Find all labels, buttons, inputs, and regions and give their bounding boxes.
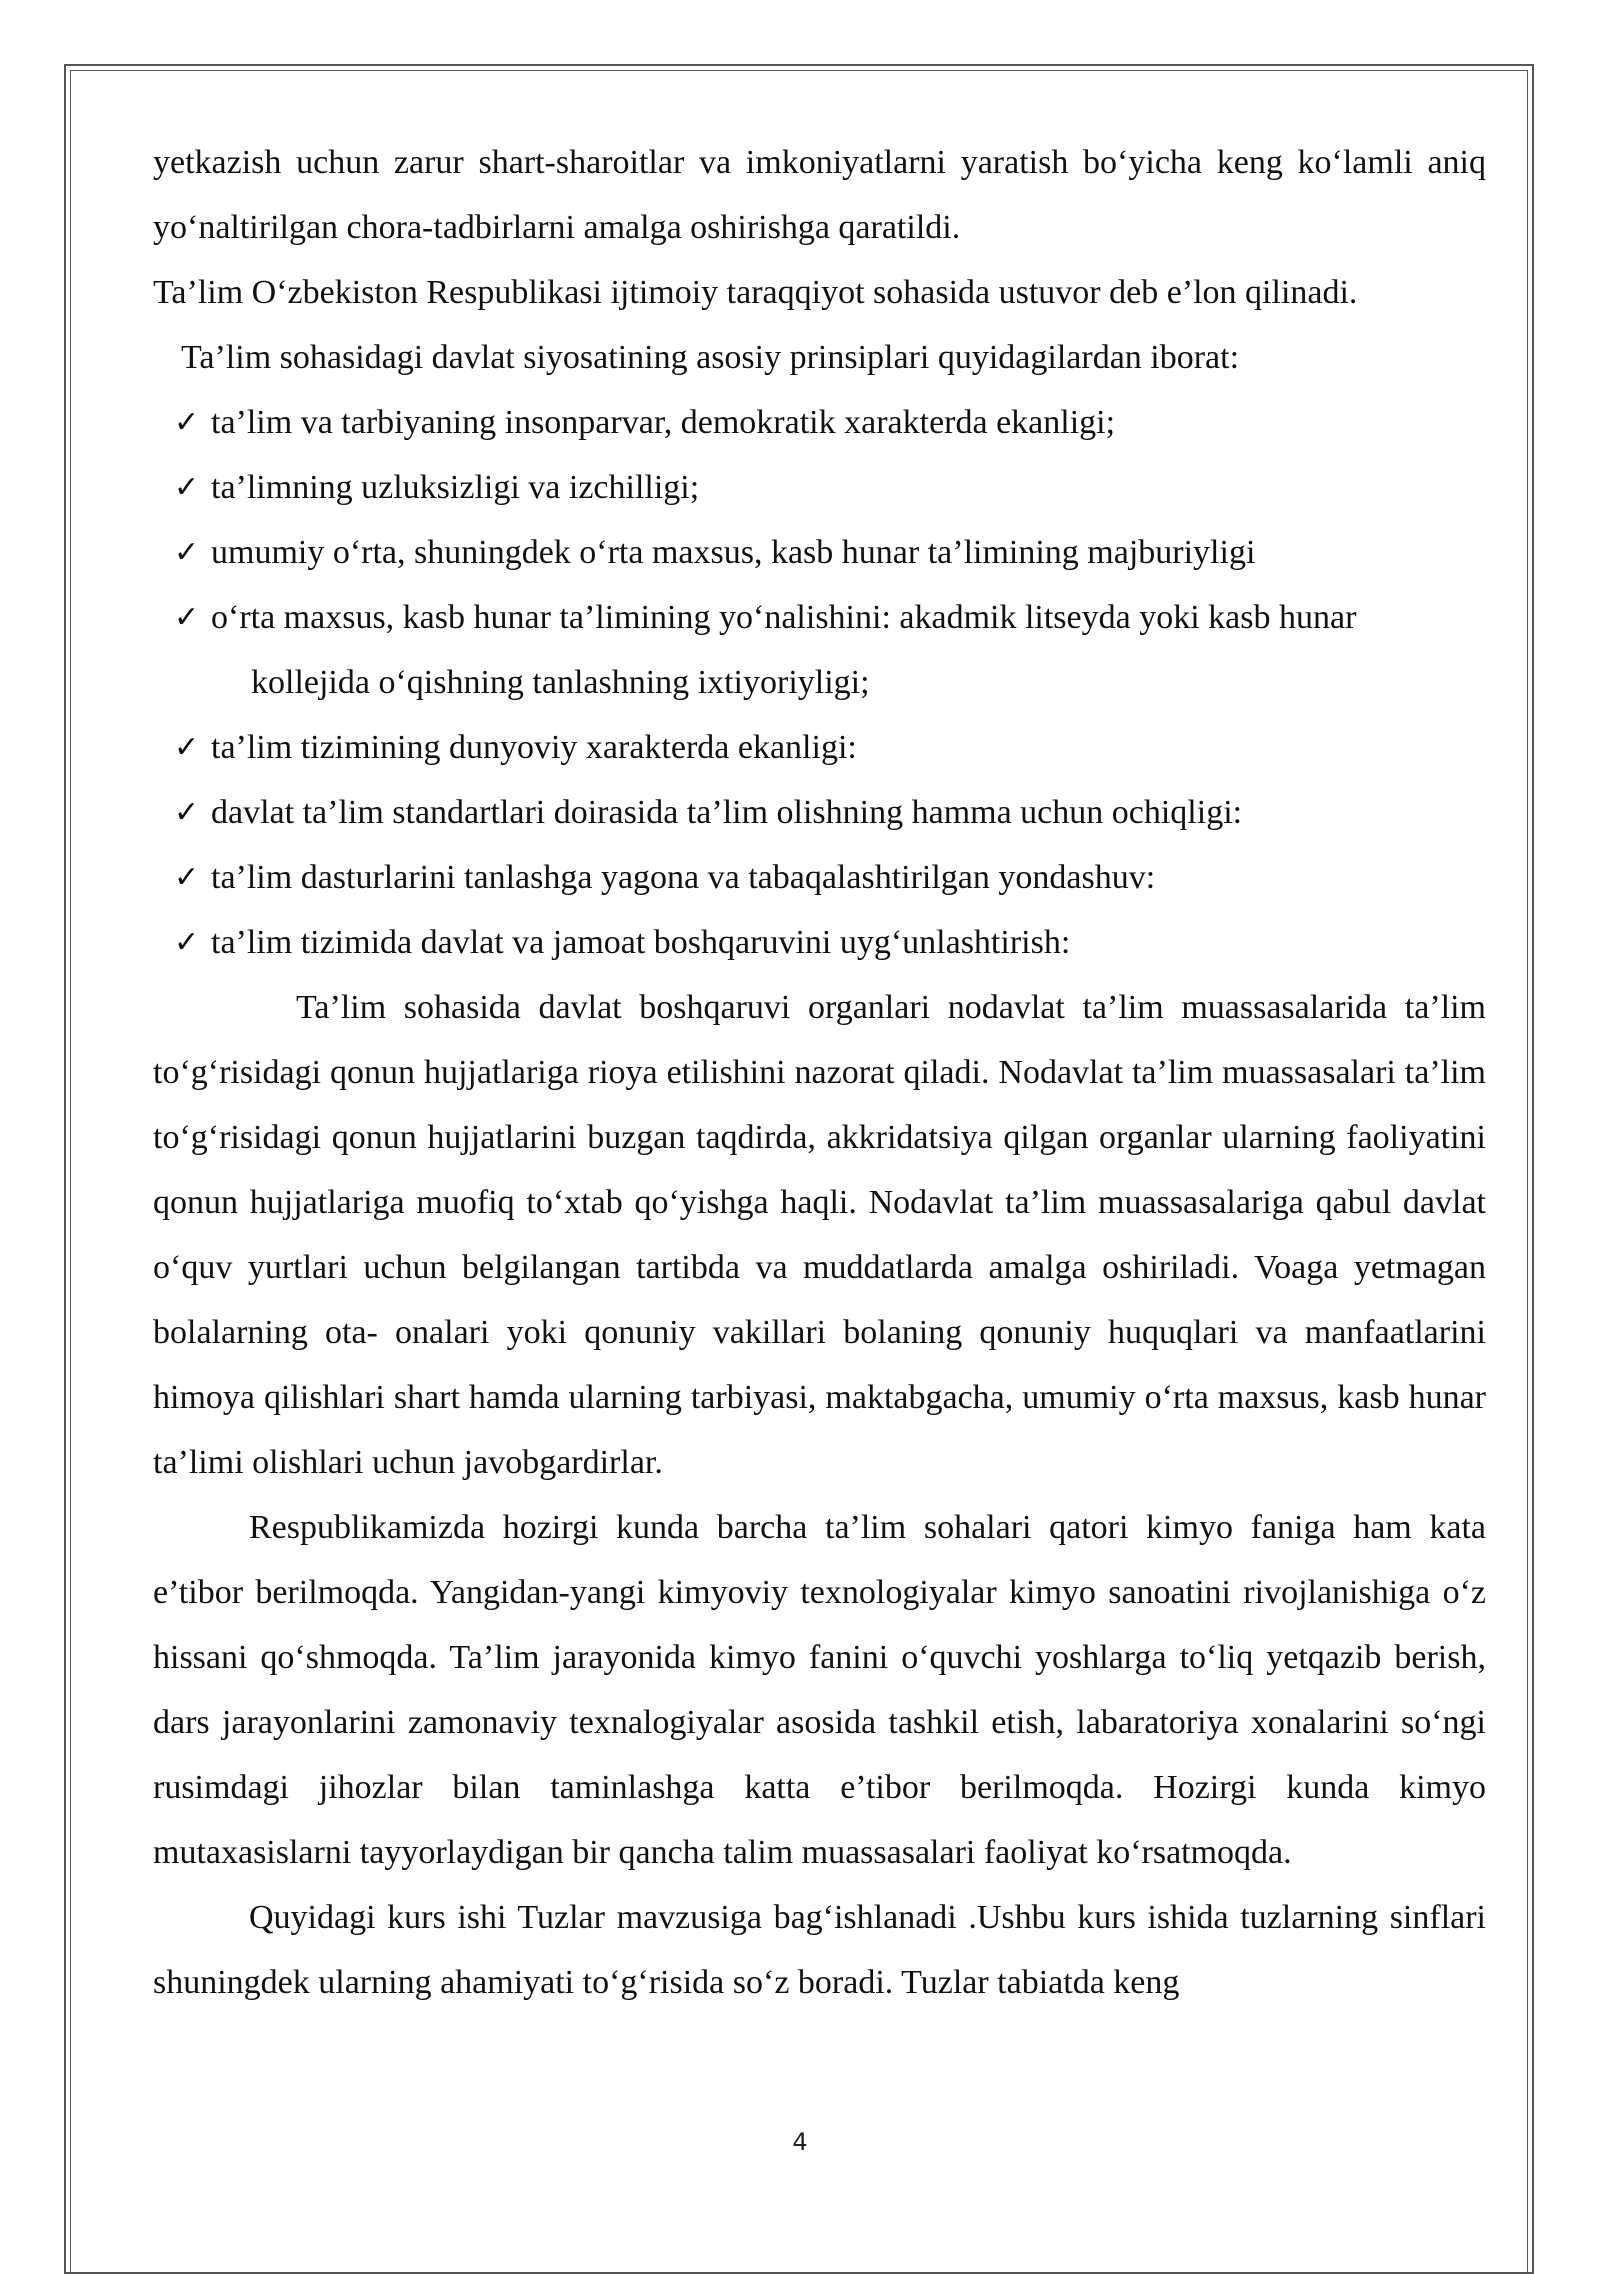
list-item: ✓ ta’lim tizimining dunyoviy xarakterda ekanligi: <box>153 715 1486 780</box>
governance-paragraph: Ta’lim sohasida davlat boshqaruvi organlari nodavlat ta’lim muassasalarida ta’lim to‘g‘risidagi qonun hujjatlariga rioya etilishini nazorat qiladi. Nodavlat ta’lim muassasalari ta’lim to‘g‘risidagi qonun hujjatlarini buzgan taqdirda, akkridatsiya qilgan organlar ularning faoliyatini qonun hujjatlariga muofiq to‘xtab qo‘yishga haqli. Nodavlat ta’lim muassasalariga qabul davlat o‘quv yurtlari uchun belgilangan tartibda va muddatlarda amalga oshiriladi. Voaga yetmagan bolalarning ota- onalari yoki qonuniy vakillari bolaning qonuniy huquqlari va manfaatlarini himoya qilishlari shart hamda ularning tarbiyasi, maktabgacha, umumiy o‘rta maxsus, kasb hunar ta’limi olishlari uchun javobgardirlar. <box>153 989 1486 1481</box>
check-mark-icon: ✓ <box>174 470 200 505</box>
course-paragraph: Quyidagi kurs ishi Tuzlar mavzusiga bag‘ishlanadi .Ushbu kurs ishida tuzlarning sinflari shuningdek ularning ahamiyati to‘g‘risida so‘z boradi. Tuzlar tabiatda keng <box>153 1899 1486 2001</box>
check-mark-icon: ✓ <box>174 600 200 635</box>
declaration-line: Ta’lim O‘zbekiston Respublikasi ijtimoiy taraqqiyot sohasida ustuvor deb e’lon qilinadi. <box>153 274 1358 311</box>
check-mark-icon: ✓ <box>174 730 200 765</box>
chemistry-paragraph: Respublikamizda hozirgi kunda barcha ta’lim sohalari qatori kimyo faniga ham kata e’tibor berilmoqda. Yangidan-yangi kimyoviy texnologiyalar kimyo sanoatini rivojlanishiga o‘z hissani qo‘shmoqda. Ta’lim jarayonida kimyo fanini o‘quvchi yoshlarga to‘liq yetqazib berish, dars jarayonlarini zamonaviy texnalogiyalar asosida tashkil etish, labaratoriya xonalarini so‘ngi rusimdagi jihozlar bilan taminlashga katta e’tibor berilmoqda. Hozirgi kunda kimyo mutaxasislarni tayyorlaydigan bir qancha talim muassasalari faoliyat ko‘rsatmoqda. <box>153 1509 1486 1871</box>
check-mark-icon: ✓ <box>174 860 200 895</box>
list-item: ✓ ta’limning uzluksizligi va izchilligi; <box>153 455 1486 520</box>
list-item: ✓ umumiy o‘rta, shuningdek o‘rta maxsus, kasb hunar ta’limining majburiyligi <box>153 520 1486 585</box>
list-item: ✓ ta’lim dasturlarini tanlashga yagona va tabaqalashtirilgan yondashuv: <box>153 845 1486 910</box>
page-number: 4 <box>792 2128 808 2156</box>
list-item: ✓ o‘rta maxsus, kasb hunar ta’limining yo‘nalishini: akadmik litseyda yoki kasb hunar kollejida o‘qishning tanlashning ixtiyoriyligi; <box>153 585 1486 715</box>
list-item: ✓ davlat ta’lim standartlari doirasida ta’lim olishning hamma uchun ochiqligi: <box>153 780 1486 845</box>
list-item: ✓ ta’lim tizimida davlat va jamoat boshqaruvini uyg‘unlashtirish: <box>153 910 1486 975</box>
check-mark-icon: ✓ <box>174 405 200 440</box>
list-item-continuation: kollejida o‘qishning tanlashning ixtiyoriyligi; <box>251 664 870 701</box>
intro-paragraph: yetkazish uchun zarur shart-sharoitlar va imkoniyatlarni yaratish bo‘yicha keng ko‘lamli aniq yo‘naltirilgan chora-tadbirlarni amalga oshirishga qaratildi. <box>153 144 1486 246</box>
principles-list <box>153 390 1486 975</box>
document-body <box>153 130 1486 2015</box>
principles-heading: Ta’lim sohasidagi davlat siyosatining asosiy prinsiplari quyidagilardan iborat: <box>181 339 1240 376</box>
list-item: ✓ ta’lim va tarbiyaning insonparvar, demokratik xarakterda ekanligi; <box>153 390 1486 455</box>
check-mark-icon: ✓ <box>174 795 200 830</box>
check-mark-icon: ✓ <box>174 535 200 570</box>
check-mark-icon: ✓ <box>174 925 200 960</box>
